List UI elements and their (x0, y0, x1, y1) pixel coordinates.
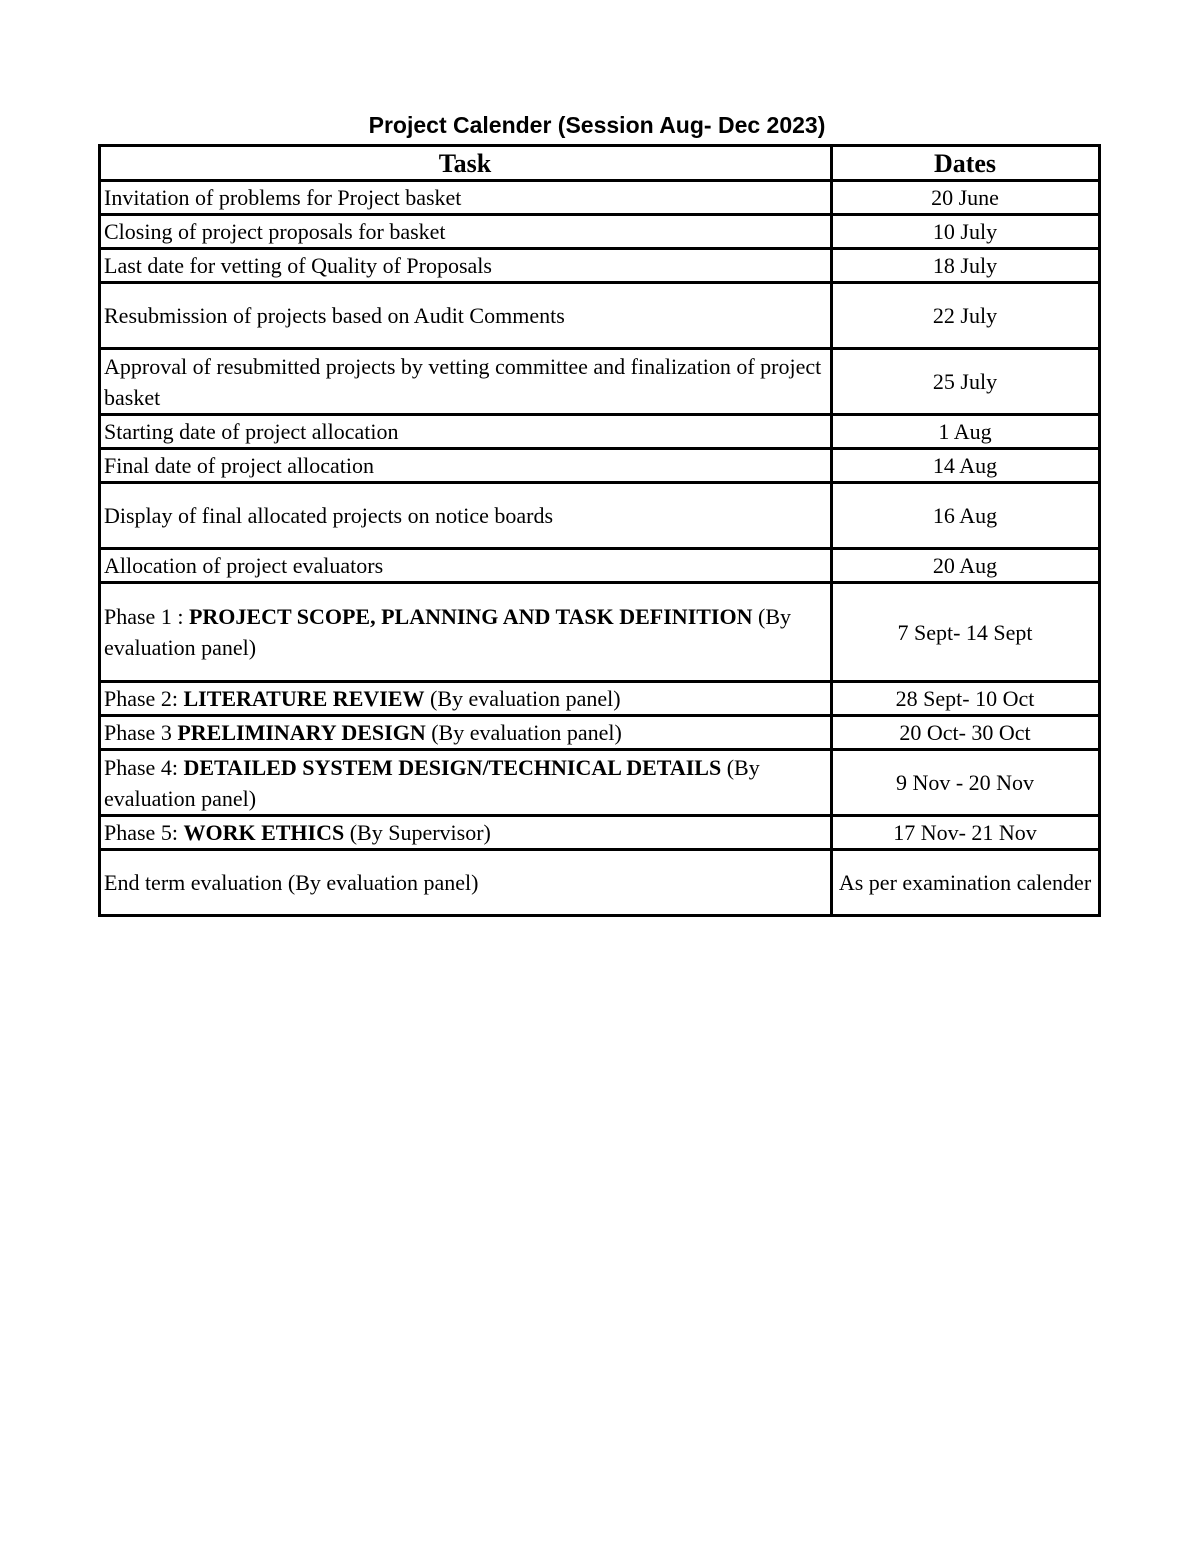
phase-suffix: (By Supervisor) (344, 820, 491, 845)
task-cell: Closing of project proposals for basket (100, 215, 832, 249)
task-cell: Starting date of project allocation (100, 415, 832, 449)
date-cell: 7 Sept- 14 Sept (832, 583, 1100, 682)
phase-suffix: (By evaluation panel) (104, 604, 791, 660)
project-calendar-table (98, 144, 1101, 917)
phase-title: LITERATURE REVIEW (183, 686, 425, 711)
table-row (100, 750, 1100, 816)
phase-suffix: (By evaluation panel) (424, 686, 621, 711)
task-cell (100, 583, 832, 682)
date-cell: 17 Nov- 21 Nov (832, 816, 1100, 850)
date-cell: 20 June (832, 181, 1100, 215)
phase-title: PROJECT SCOPE, PLANNING AND TASK DEFINITION (188, 604, 753, 629)
task-cell (100, 716, 832, 750)
phase-prefix: Phase 2: (104, 686, 184, 711)
phase-suffix: (By evaluation panel) (104, 754, 760, 811)
date-cell: 25 July (832, 349, 1100, 415)
date-cell: 10 July (832, 215, 1100, 249)
table-row (100, 283, 1100, 349)
task-cell: Invitation of problems for Project basket (100, 181, 832, 215)
task-cell: Display of final allocated projects on notice boards (100, 483, 832, 549)
date-cell: 20 Aug (832, 549, 1100, 583)
table-row (100, 549, 1100, 583)
task-cell: Final date of project allocation (100, 449, 832, 483)
table-row (100, 716, 1100, 750)
table-row (100, 449, 1100, 483)
date-cell: As per examination calender (832, 850, 1100, 916)
task-cell: Allocation of project evaluators (100, 549, 832, 583)
phase-prefix: Phase 5: (104, 820, 184, 845)
table-header-row (100, 146, 1100, 181)
phase-prefix: Phase 4: (104, 754, 184, 780)
date-cell: 22 July (832, 283, 1100, 349)
date-cell: 18 July (832, 249, 1100, 283)
page-title: Project Calender (Session Aug- Dec 2023) (368, 112, 826, 138)
table-row (100, 850, 1100, 916)
table-row (100, 215, 1100, 249)
table-row (100, 816, 1100, 850)
task-column-header: Task (100, 146, 832, 181)
phase-suffix: (By evaluation panel) (425, 720, 622, 745)
table-row (100, 249, 1100, 283)
phase-prefix: Phase 1 : (104, 604, 189, 629)
dates-column-header: Dates (832, 146, 1100, 181)
task-cell: End term evaluation (By evaluation panel) (100, 850, 832, 916)
table-row (100, 483, 1100, 549)
date-cell: 20 Oct- 30 Oct (832, 716, 1100, 750)
date-cell: 1 Aug (832, 415, 1100, 449)
task-cell (100, 816, 832, 850)
table-row (100, 682, 1100, 716)
date-cell: 9 Nov - 20 Nov (832, 750, 1100, 816)
task-cell: Last date for vetting of Quality of Proposals (100, 249, 832, 283)
phase-title: DETAILED SYSTEM DESIGN/TECHNICAL DETAILS (183, 754, 722, 780)
date-cell: 14 Aug (832, 449, 1100, 483)
table-row (100, 349, 1100, 415)
table-row (100, 415, 1100, 449)
table-row (100, 181, 1100, 215)
phase-title: PRELIMINARY DESIGN (177, 720, 426, 745)
phase-prefix: Phase 3 (104, 720, 178, 745)
task-cell: Resubmission of projects based on Audit Comments (100, 283, 832, 349)
date-cell: 28 Sept- 10 Oct (832, 682, 1100, 716)
table-row (100, 583, 1100, 682)
task-cell (100, 750, 832, 816)
date-cell: 16 Aug (832, 483, 1100, 549)
task-cell (100, 682, 832, 716)
phase-title: WORK ETHICS (183, 820, 345, 845)
task-cell: Approval of resubmitted projects by vetting committee and finalization of project basket (100, 349, 832, 415)
